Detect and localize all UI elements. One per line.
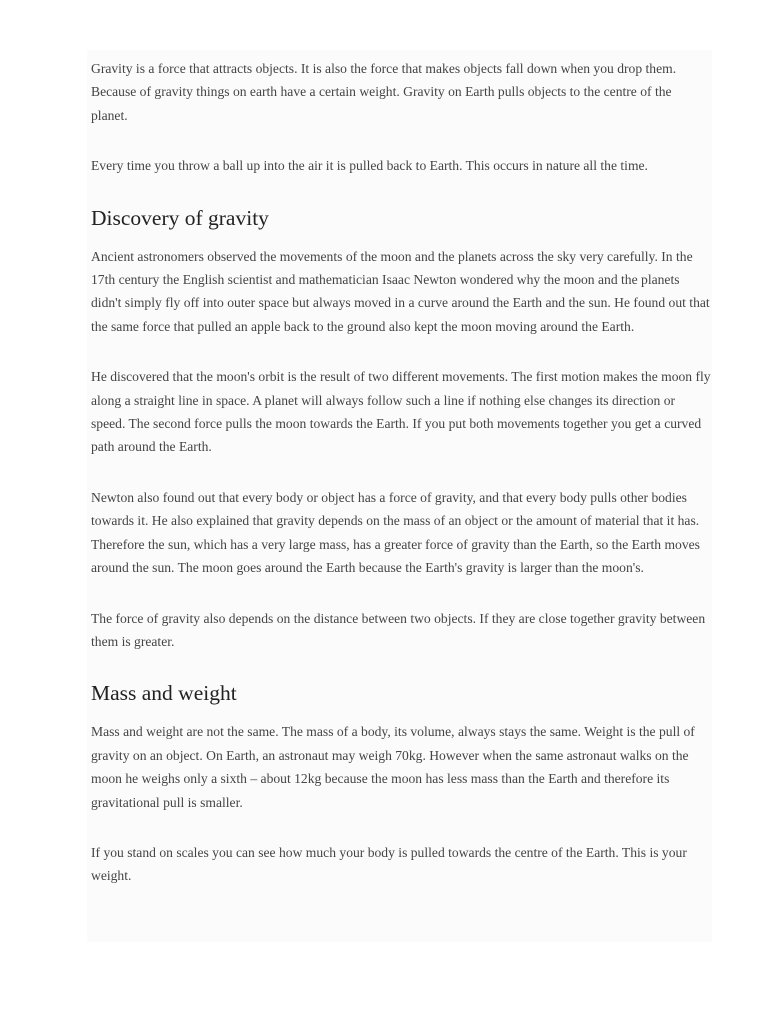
mass-paragraph-1: Mass and weight are not the same. The mass of a body, its volume, always stays the same. Weight is the pull of gravity on an object. On Earth, an astronaut may weigh 70kg. However when the same astronaut walks on the moon he weighs only a sixth – about 12kg because the moon has less mass than the Earth and therefore its gravitational pull is smaller. <box>91 724 695 810</box>
mass-paragraph-2: If you stand on scales you can see how much your body is pulled towards the centre of the Earth. This is your weight. <box>91 844 687 884</box>
discovery-paragraph-1: Ancient astronomers observed the movements of the moon and the planets across the sky very carefully. In the 17th century the English scientist and mathematician Isaac Newton wondered why the moon and the planets didn't simply fly off into outer space but always moved in a curve around the Earth and the sun. He found out that the same force that pulled an apple back to the ground also kept the moon moving around the Earth. <box>91 248 710 334</box>
discovery-paragraph-4: The force of gravity also depends on the distance between two objects. If they are close together gravity between them is greater. <box>91 610 706 649</box>
intro-paragraph-1: Gravity is a force that attracts objects. It is also the force that makes objects fall down when you drop them. Because of gravity things on earth have a certain weight. Gravity on Earth pulls objects to the centre of the planet. <box>91 61 677 123</box>
article-body <box>91 57 711 915</box>
discovery-paragraph-2: He discovered that the moon's orbit is the result of two different movements. The first motion makes the moon fly along a straight line in space. A planet will always follow such a line if nothing else changes its direction or speed. The second force pulls the moon towards the Earth. If you put both movements together you get a curved path around the Earth. <box>91 369 711 455</box>
section-heading-mass-weight: Mass and weight <box>91 681 237 706</box>
section-heading-discovery: Discovery of gravity <box>91 205 269 230</box>
intro-paragraph-2: Every time you throw a ball up into the air it is pulled back to Earth. This occurs in nature all the time. <box>91 158 648 174</box>
document-page <box>87 50 712 942</box>
discovery-paragraph-3: Newton also found out that every body or object has a force of gravity, and that every body pulls other bodies towards it. He also explained that gravity depends on the mass of an object or the amount of material that it has. Therefore the sun, which has a very large mass, has a greater force of gravity than the Earth, so the Earth moves around the sun. The moon goes around the Earth because the Earth's gravity is larger than the moon's. <box>91 489 700 576</box>
